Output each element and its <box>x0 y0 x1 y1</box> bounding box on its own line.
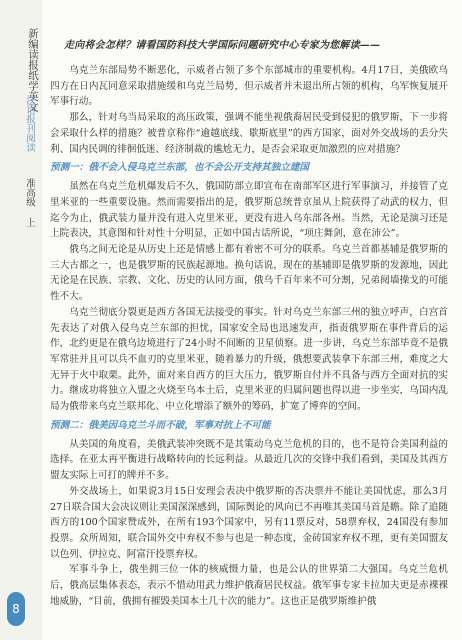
paragraph: 外交战场上，如果说3月15日安理会表决中俄罗斯的否决票并不能让美国忧虑，那么3月27日联合国大会决议则让美国深深感到，国际舆论的风向已不再唯其美国马首是瞻。除了追随西方的100个国家赞成外，在所有193个国家中，另有11票反对，58票弃权，24国没有参加投票。众所周知，联合国外交中弃权不参与也是一种态度，金砖国家弃权不理，更有美国盟友以色列、伊拉克、阿富汗投票弃权。 <box>50 485 448 560</box>
paragraph: 军事斗争上，俄坐拥三位一体的核威慑力量，也是公认的世界第二大强国。乌克兰危机后，俄高层集体表态，表示不惜动用武力维护俄裔居民权益。俄军事专家卡拉加夫更是赤裸裸地威胁，“目前，俄拥有摧毁美国本土几十次的能力”。这也正是俄罗斯维护俄 <box>50 564 448 607</box>
sidebar <box>0 0 42 640</box>
book-title: 新编读报纸学英文 <box>27 28 39 112</box>
article-body <box>50 36 448 610</box>
section-title: 预测一：俄不会入侵乌克兰东部，也不会公开支持其独立建国 <box>50 162 310 174</box>
section-title: 预测二：俄美因乌克兰斗而不破，军事对抗上不可能 <box>50 419 271 431</box>
article-header: 走向将会怎样？请看国防科技大学国际问题研究中心专家为您解读—— <box>64 40 381 51</box>
paragraph: 虽然在乌克兰危机爆发后不久，俄国防部立即宣布在南部军区进行军事演习，并接管了克里米亚的一些重要设施。然而需要指出的是，俄罗斯总统普京虽从上院获得了动武的权力，但迄今为止，俄武装力量并没有进入克里米亚，更没有进入乌东部各州。当然，无论是演习还是上院表决，其意图和针对性十分明显，正如中国古话所说，“项庄舞剑，意在沛公”。 <box>50 181 448 240</box>
paragraph: 那么，针对乌当局采取的高压政策，强调不能坐视俄裔居民受到侵犯的俄罗斯，下一步将会采取什么样的措施？被普京称作“逾越底线、歇斯底里”的西方国家，面对外交战场的丢分失利、国内民调的徘徊低迷、经济制裁的尴尬无力，是否会采取更加激烈的应对措施？ <box>50 112 448 155</box>
paragraph: 乌克兰彻底分裂更是西方各国无法接受的事实。针对乌克兰东部三州的独立呼声，白宫首先表达了对俄入侵乌克兰东部的担忧，国家安全局也迅速发声，指责俄罗斯在事件背后的运作，北约更是在俄乌边境进行了24小时不间断的卫星侦察。进一步讲，乌克兰东部毕竟不是俄军常驻并且可以兵不血刃的克里米亚，随着暴力的升级，俄想要武装拿下东部三州，难度之大无异于火中取栗。此外，面对来自西方的巨大压力，俄罗斯自付并不具备与西方全面对抗的实力。继成功将独立入盟之火烧至乌本土后，克里米亚的归属问题也得以进一步坐实，乌国内乱局为俄带来乌克兰联邦化、中立化增添了额外的筹码，扩宽了博弈的空间。 <box>50 306 448 413</box>
paragraph: 从美国的角度看，美俄武装冲突既不是其策动乌克兰危机的目的，也不是符合美国利益的选择。在亚太再平衡进行战略转向的长远利益。从最近几次的交锋中我们看到，美国及其西方盟友实际上可打的牌并不多。 <box>50 438 448 482</box>
grade-label: 准高级 上 <box>24 178 35 227</box>
paragraph: 乌克兰东部局势不断恶化，示威者占领了多个东部城市的重要机构。4月17日，美俄欧乌四方在日内瓦同意采取措施缓和乌克兰局势，但示威者并未退出所占领的机构，乌军恢复展开军事行动。 <box>50 65 448 108</box>
paragraph: 俄乌之间无论是从历史上还是情感上都有着密不可分的联系。乌克兰首都基辅是俄罗斯的三大古都之一，也是俄罗斯的民族起源地。换句话说，现在的基辅即是俄罗斯的发源地，因此无论是在民族、宗教、文化、历史的认同方面，俄乌千百年来不可分割，兄弟阋墙操戈的可能性不大。 <box>50 244 448 303</box>
page-number: 8 <box>7 592 25 626</box>
book-subtitle: 汉语报刊阅读 <box>24 95 35 152</box>
